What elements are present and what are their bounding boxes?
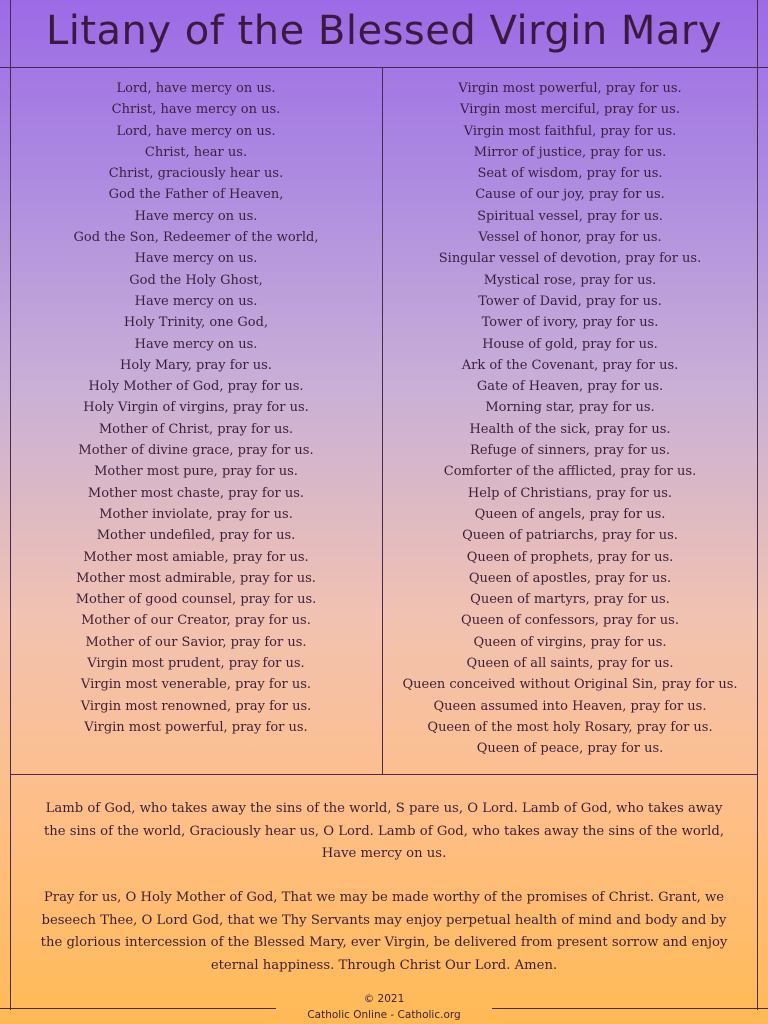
litany-line: Queen assumed into Heaven, pray for us. — [433, 698, 707, 714]
litany-line: Mystical rose, pray for us. — [483, 272, 657, 288]
litany-line: House of gold, pray for us. — [482, 336, 658, 352]
litany-line: Spiritual vessel, pray for us. — [477, 208, 663, 224]
litany-line: Lord, have mercy on us. — [116, 81, 276, 96]
title-divider — [0, 67, 768, 68]
litany-line: Virgin most faithful, pray for us. — [463, 123, 677, 139]
litany-line: Mirror of justice, pray for us. — [473, 144, 667, 160]
litany-line: Mother of our Creator, pray for us. — [81, 613, 311, 629]
litany-line: Lord, have mercy on us. — [116, 123, 276, 139]
litany-line: Queen conceived without Original Sin, pray for us. — [402, 677, 738, 693]
litany-line: Virgin most renowned, pray for us. — [80, 698, 312, 714]
litany-line: Mother inviolate, pray for us. — [99, 506, 293, 522]
litany-line: Singular vessel of devotion, pray for us. — [438, 251, 702, 267]
litany-line: Mother most admirable, pray for us. — [76, 570, 316, 586]
litany-line: Holy Mary, pray for us. — [120, 357, 272, 373]
litany-line: Holy Trinity, one God, — [123, 315, 269, 331]
litany-left-column — [10, 78, 382, 738]
litany-line: Virgin most powerful, pray for us. — [84, 719, 308, 735]
litany-line: Have mercy on us. — [134, 251, 258, 267]
litany-line: Tower of David, pray for us. — [478, 293, 662, 309]
litany-line: Mother of divine grace, pray for us. — [78, 443, 314, 459]
litany-line: Have mercy on us. — [134, 208, 258, 224]
litany-line: Queen of peace, pray for us. — [476, 741, 664, 757]
litany-line: Mother most pure, pray for us. — [94, 464, 298, 480]
page-title: Litany of the Blessed Virgin Mary — [45, 8, 723, 54]
litany-line: Holy Mother of God, pray for us. — [88, 379, 304, 395]
footer-source: Catholic Online - Catholic.org — [307, 1009, 461, 1021]
litany-line: Cause of our joy, pray for us. — [475, 187, 665, 203]
litany-line: Seat of wisdom, pray for us. — [477, 166, 663, 182]
litany-line: Virgin most venerable, pray for us. — [80, 677, 312, 693]
litany-line: God the Son, Redeemer of the world, — [73, 230, 319, 246]
litany-line: Health of the sick, pray for us. — [469, 421, 671, 437]
litany-line: Christ, graciously hear us. — [108, 166, 284, 182]
litany-line: Have mercy on us. — [134, 336, 258, 352]
litany-line: Queen of apostles, pray for us. — [468, 570, 672, 586]
litany-line: Holy Virgin of virgins, pray for us. — [83, 400, 309, 416]
litany-line: Queen of patriarchs, pray for us. — [462, 528, 678, 544]
litany-line: Refuge of sinners, pray for us. — [470, 443, 670, 459]
litany-line: Mother of our Savior, pray for us. — [85, 634, 307, 650]
litany-line: Virgin most powerful, pray for us. — [458, 81, 682, 96]
litany-line: Virgin most merciful, pray for us. — [460, 102, 680, 118]
litany-line: Queen of confessors, pray for us. — [461, 613, 679, 629]
litany-line: Christ, have mercy on us. — [111, 102, 281, 118]
litany-line: Morning star, pray for us. — [485, 400, 655, 416]
litany-line: Help of Christians, pray for us. — [467, 485, 673, 501]
litany-line: God the Holy Ghost, — [129, 272, 263, 288]
litany-line: Comforter of the afflicted, pray for us. — [443, 464, 697, 480]
litany-line: Queen of virgins, pray for us. — [473, 634, 667, 650]
litany-line: Christ, hear us. — [144, 144, 248, 160]
litany-line: Queen of angels, pray for us. — [474, 506, 666, 522]
litany-line: Mother most amiable, pray for us. — [83, 549, 309, 565]
litany-line: Virgin most prudent, pray for us. — [87, 656, 305, 672]
litany-line: Tower of ivory, pray for us. — [481, 315, 659, 331]
litany-line: Mother of good counsel, pray for us. — [75, 592, 317, 608]
litany-line: Ark of the Covenant, pray for us. — [461, 357, 679, 373]
litany-line: Vessel of honor, pray for us. — [478, 230, 662, 246]
litany-right-column — [383, 78, 757, 760]
litany-line: Mother of Christ, pray for us. — [98, 421, 294, 437]
lamb-of-god-paragraph: Lamb of God, who takes away the sins of the world, S pare us, O Lord. Lamb of God, who takes away the sins of the world, Graciously hear us, O Lord. Lamb of God, who takes away the sins of the world, Have mercy on us. — [43, 801, 725, 861]
frame-right-border — [757, 0, 758, 1010]
litany-line: Queen of the most holy Rosary, pray for us. — [427, 719, 713, 735]
litany-line: Have mercy on us. — [134, 293, 258, 309]
litany-line: God the Father of Heaven, — [108, 187, 284, 203]
section-divider — [10, 774, 758, 775]
footer-copyright: © 2021 — [363, 993, 405, 1005]
litany-line: Queen of prophets, pray for us. — [466, 549, 674, 565]
litany-line: Gate of Heaven, pray for us. — [476, 379, 664, 395]
litany-line: Mother most chaste, pray for us. — [87, 485, 305, 501]
litany-line: Mother undefiled, pray for us. — [96, 528, 296, 544]
closing-prayer-paragraph: Pray for us, O Holy Mother of God, That we may be made worthy of the promises of Christ. Grant, we beseech Thee, O Lord God, that we Thy Servants may enjoy perpetual health of mind and body and by the glorious intercession of the Blessed Mary, ever Virgin, be delivered from present sorrow and enjoy eternal happiness. Through Christ Our Lord. Amen. — [40, 890, 728, 973]
litany-line: Queen of all saints, pray for us. — [466, 656, 674, 672]
litany-line: Queen of martyrs, pray for us. — [470, 592, 670, 608]
